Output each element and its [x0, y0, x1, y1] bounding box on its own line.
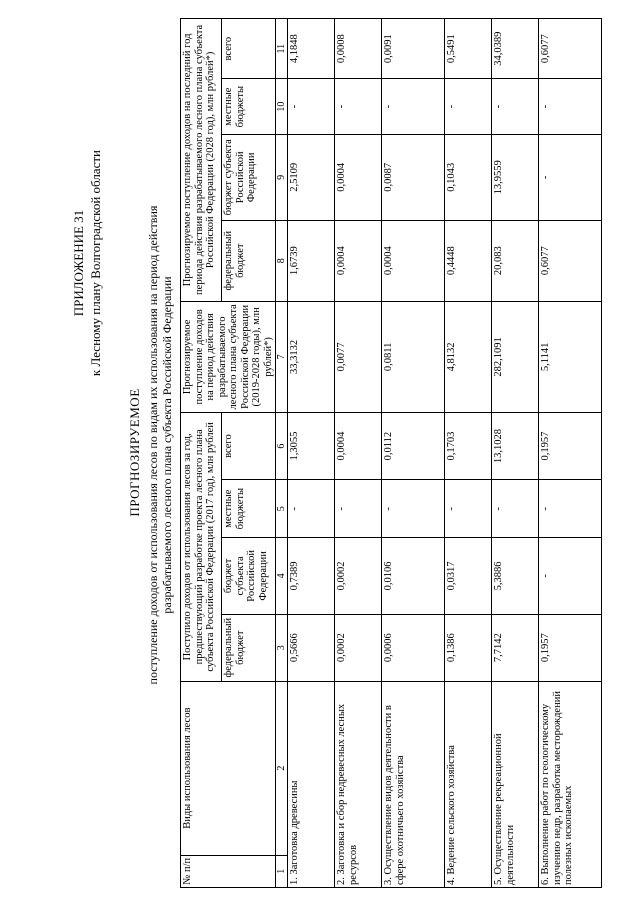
cell-value: -	[445, 480, 492, 538]
column-index: 6	[276, 412, 288, 479]
cell-value: 0,0077	[335, 301, 382, 412]
cell-value: 0,1957	[539, 412, 602, 479]
column-index: 3	[276, 614, 288, 681]
cell-value: -	[445, 79, 492, 135]
cell-value: 0,0002	[335, 614, 382, 681]
column-index: 4	[276, 538, 288, 614]
cell-value: -	[539, 480, 602, 538]
cell-value: 282,1091	[492, 301, 539, 412]
cell-value: 0,1703	[445, 412, 492, 479]
row-name: 3. Осуществление видов деятельности в сфере охотничьего хозяйства	[382, 681, 445, 887]
row-name: 2. Заготовка и сбор недревесных лесных ресурсов	[335, 681, 382, 887]
cell-value: 0,6077	[539, 220, 602, 301]
column-index: 2	[276, 681, 288, 855]
cell-value: 0,0317	[445, 538, 492, 614]
row-name: 4. Ведение сельского хозяйства	[445, 681, 492, 887]
document-subtitle-line2: разрабатываемого лесного плана субъекта Российской Федерации	[160, 276, 174, 614]
header-forecast-period: Прогнозируемое поступление доходов на период действия разрабатываемого лесного плана субъекта Российской Федерации (2019-2028 годы), млн рублей*)	[181, 301, 276, 412]
appendix-header	[70, 150, 104, 376]
header-kinds: Виды использования лесов	[181, 681, 276, 855]
cell-value: -	[288, 79, 335, 135]
cell-value: 2,5109	[288, 134, 335, 220]
cell-value: 0,0112	[382, 412, 445, 479]
cell-value: 0,5491	[445, 19, 492, 79]
cell-value: -	[492, 79, 539, 135]
header-total: всего	[222, 19, 276, 79]
table-row	[382, 19, 445, 888]
appendix-subtitle: к Лесному плану Волгоградской области	[88, 150, 103, 377]
header-local: местные бюджеты	[222, 480, 276, 538]
header-subject: бюджет субъекта Российской Федерации	[222, 538, 276, 614]
column-index: 8	[276, 220, 288, 301]
header-subject: бюджет субъекта Российской Федерации	[222, 134, 276, 220]
column-index: 9	[276, 134, 288, 220]
cell-value: 13,1028	[492, 412, 539, 479]
cell-value: 13,9559	[492, 134, 539, 220]
cell-value: 5,3886	[492, 538, 539, 614]
table-row	[445, 19, 492, 888]
table-row	[288, 19, 335, 888]
cell-value: 1,6739	[288, 220, 335, 301]
cell-value: 0,0087	[382, 134, 445, 220]
cell-value: -	[539, 134, 602, 220]
cell-value: -	[335, 480, 382, 538]
document-subtitle	[146, 135, 174, 755]
cell-value: 0,0106	[382, 538, 445, 614]
header-received-group: Поступило доходов от использования лесов за год, предшествующий разработке проекта лесного плана субъекта Российской Федерации (2017 год), млн рублей	[181, 412, 222, 681]
column-index: 5	[276, 480, 288, 538]
appendix-title: ПРИЛОЖЕНИЕ 31	[71, 209, 86, 317]
header-federal: федеральный бюджет	[222, 614, 276, 681]
cell-value: 4,1848	[288, 19, 335, 79]
header-num: № п/п	[181, 855, 276, 887]
column-index: 7	[276, 301, 288, 412]
cell-value: -	[539, 79, 602, 135]
cell-value: 1,3055	[288, 412, 335, 479]
cell-value: 0,6077	[539, 19, 602, 79]
cell-value: 0,7389	[288, 538, 335, 614]
row-name: 6. Выполнение работ по геологическому изучению недр, разработка месторождений полезных ископаемых	[539, 681, 602, 887]
document-title: ПРОГНОЗИРУЕМОЕ	[127, 388, 142, 517]
header-federal: федеральный бюджет	[222, 220, 276, 301]
table-row	[492, 19, 539, 888]
table-row	[539, 19, 602, 888]
row-name: 5. Осуществление рекреационной деятельности	[492, 681, 539, 887]
cell-value: 4,8132	[445, 301, 492, 412]
revenue-table	[180, 18, 602, 888]
cell-value: 0,0008	[335, 19, 382, 79]
header-row-1	[181, 19, 222, 888]
cell-value: 0,0004	[335, 412, 382, 479]
cell-value: 20,083	[492, 220, 539, 301]
cell-value: 0,1386	[445, 614, 492, 681]
cell-value: 0,0004	[335, 134, 382, 220]
cell-value: 0,0004	[335, 220, 382, 301]
cell-value: -	[539, 538, 602, 614]
column-index: 1	[276, 855, 288, 887]
cell-value: 5,1141	[539, 301, 602, 412]
cell-value: -	[492, 480, 539, 538]
cell-value: 0,0002	[335, 538, 382, 614]
cell-value: -	[382, 480, 445, 538]
cell-value: 0,1043	[445, 134, 492, 220]
document-subtitle-line1: поступление доходов от использования лесов по видам их использования на период действия	[146, 205, 160, 685]
cell-value: -	[288, 480, 335, 538]
cell-value: 0,0006	[382, 614, 445, 681]
header-local: местные бюджеты	[222, 79, 276, 135]
cell-value: 0,1957	[539, 614, 602, 681]
cell-value: 0,5666	[288, 614, 335, 681]
cell-value: 7,7142	[492, 614, 539, 681]
cell-value: 0,0004	[382, 220, 445, 301]
cell-value: 33,3132	[288, 301, 335, 412]
column-index-row	[276, 19, 288, 888]
cell-value: 34,0389	[492, 19, 539, 79]
cell-value: -	[382, 79, 445, 135]
column-index: 11	[276, 19, 288, 79]
column-index: 10	[276, 79, 288, 135]
header-forecast-last-group: Прогнозируемое поступление доходов на последний год периода действия разрабатываемого лесного плана субъекта Российской Федерации (2028 год), млн рублей*)	[181, 19, 222, 302]
cell-value: 0,0091	[382, 19, 445, 79]
cell-value: 0,4448	[445, 220, 492, 301]
row-name: 1. Заготовка древесины	[288, 681, 335, 887]
cell-value: -	[335, 79, 382, 135]
table-row	[335, 19, 382, 888]
header-total: всего	[222, 412, 276, 479]
cell-value: 0,0811	[382, 301, 445, 412]
